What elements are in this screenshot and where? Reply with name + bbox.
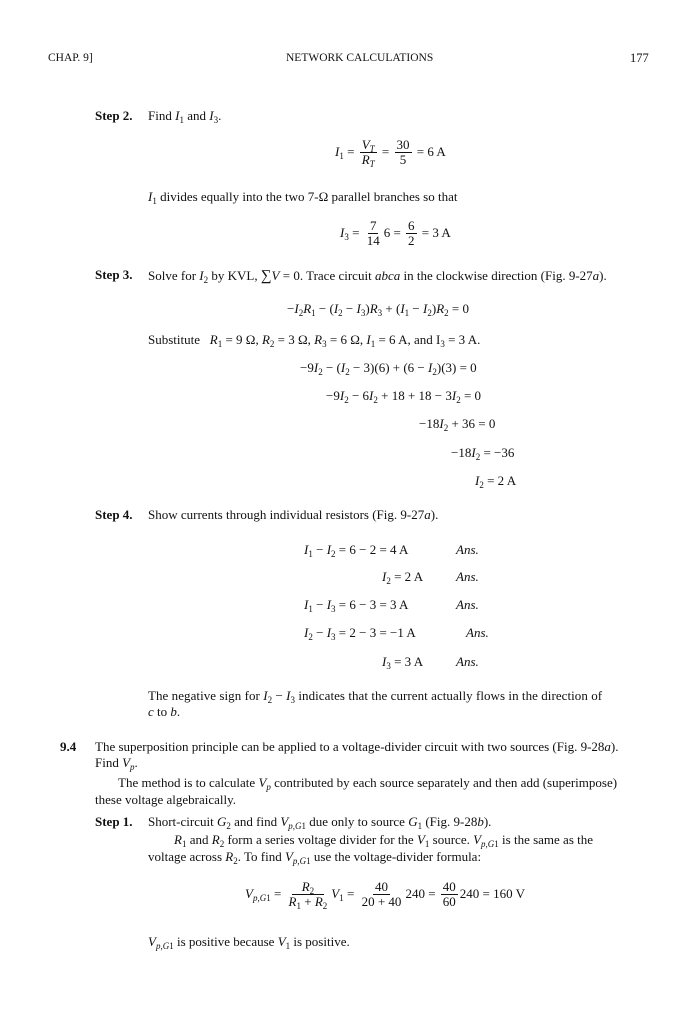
substitute-line: Substitute $R_1 = 9$ Ω, $R_2 = 3$ Ω, $R_3 = 6$ Ω, $I_1 = 6$ A, and $I_3 = 3$ A. [148, 332, 481, 349]
step3-line-5: $I_2 = 2$ A [475, 473, 517, 490]
problem-number: 9.4 [60, 739, 77, 754]
step2-text: Find $I_1$ and $I_3$. [148, 108, 222, 125]
step1-line1: Short-circuit $G_2$ and find $V_{p,G1}$ due only to source $G_1$ (Fig. 9-28b). [148, 814, 492, 831]
method-line1: The method is to calculate $V_p$ contributed by each source separately and then add (superimpose) [118, 775, 618, 792]
step4-eq-1: $I_1 - I_2 = 6 - 2 = 4$ A [304, 542, 409, 559]
step1-conclusion: $V_{p,G1}$ is positive because $V_1$ is positive. [148, 934, 350, 951]
step4-eq-2: $I_2 = 2$ A [382, 569, 424, 586]
step1-line2: $R_1$ and $R_2$ form a series voltage divider for the $V_1$ source. $V_{p,G1}$ is the same as the [174, 832, 594, 849]
step3-line-3: $-18I_2 + 36 = 0$ [419, 416, 496, 433]
ans-label: Ans. [456, 654, 479, 669]
ans-label: Ans. [456, 569, 479, 584]
step4-note-line2: c to b. [148, 704, 181, 719]
running-header-title: NETWORK CALCULATIONS [286, 52, 434, 64]
step3-label: Step 3. [95, 267, 133, 282]
step4-label: Step 4. [95, 507, 133, 522]
method-line2: these voltage algebraically. [95, 792, 237, 807]
step3-line-1: $-9I_2 - (I_2 - 3)(6) + (6 - I_2)(3) = 0$ [300, 360, 477, 377]
ans-label: Ans. [456, 542, 479, 557]
step2-note: $I_1$ divides equally into the two 7-Ω parallel branches so that [148, 189, 458, 206]
ans-label: Ans. [456, 597, 479, 612]
step4-text: Show currents through individual resistors (Fig. 9-27a). [148, 507, 439, 522]
step4-eq-5: $I_3 = 3$ A [382, 654, 424, 671]
step4-eq-3: $I_1 - I_3 = 6 - 3 = 3$ A [304, 597, 409, 614]
step3-text: Solve for $I_2$ by KVL, ∑V = 0. Trace circuit abca in the clockwise direction (Fig. 9-27a). [148, 268, 607, 285]
equation-i3: $I_3$ = $\frac{7}{14}$ 6 = $\frac{6}{2}$ = 3 A [340, 218, 451, 249]
ans-label: Ans. [466, 625, 489, 640]
step3-line-4: $-18I_2 = -36$ [451, 445, 515, 462]
problem-statement-line1: The superposition principle can be applied to a voltage-divider circuit with two sources (Fig. 9-28a). [95, 739, 619, 754]
step4-eq-4: $I_2 - I_3 = 2 - 3 = -1$ A [304, 625, 416, 642]
problem-statement-line2: Find $V_p$. [95, 755, 138, 772]
kvl-equation: $-I_2R_1 - (I_2 - I_3)R_3 + (I_1 - I_2)R_2 = 0$ [287, 301, 469, 318]
step1-line3: voltage across $R_2$. To find $V_{p,G1}$ use the voltage-divider formula: [148, 849, 482, 866]
step1-label: Step 1. [95, 814, 133, 829]
running-header-left: CHAP. 9] [48, 52, 93, 64]
step2-label: Step 2. [95, 108, 133, 123]
voltage-divider-formula: $V_{p,G1}$ = $\frac{R_2}{R_1 + R_2}$ $V_1$ = $\frac{40}{20 + 40}$ 240 = $\frac{40}{60}$ 240 = 160 V [245, 879, 526, 912]
step3-line-2: $-9I_2 - 6I_2 + 18 + 18 - 3I_2 = 0$ [326, 388, 482, 405]
page-number: 177 [630, 51, 649, 65]
step4-note-line1: The negative sign for $I_2 - I_3$ indicates that the current actually flows in the direction of [148, 688, 603, 705]
equation-i1: $I_1$ = $\frac{V_T}{R_T}$ = $\frac{30}{5}$ = 6 A [335, 137, 446, 170]
